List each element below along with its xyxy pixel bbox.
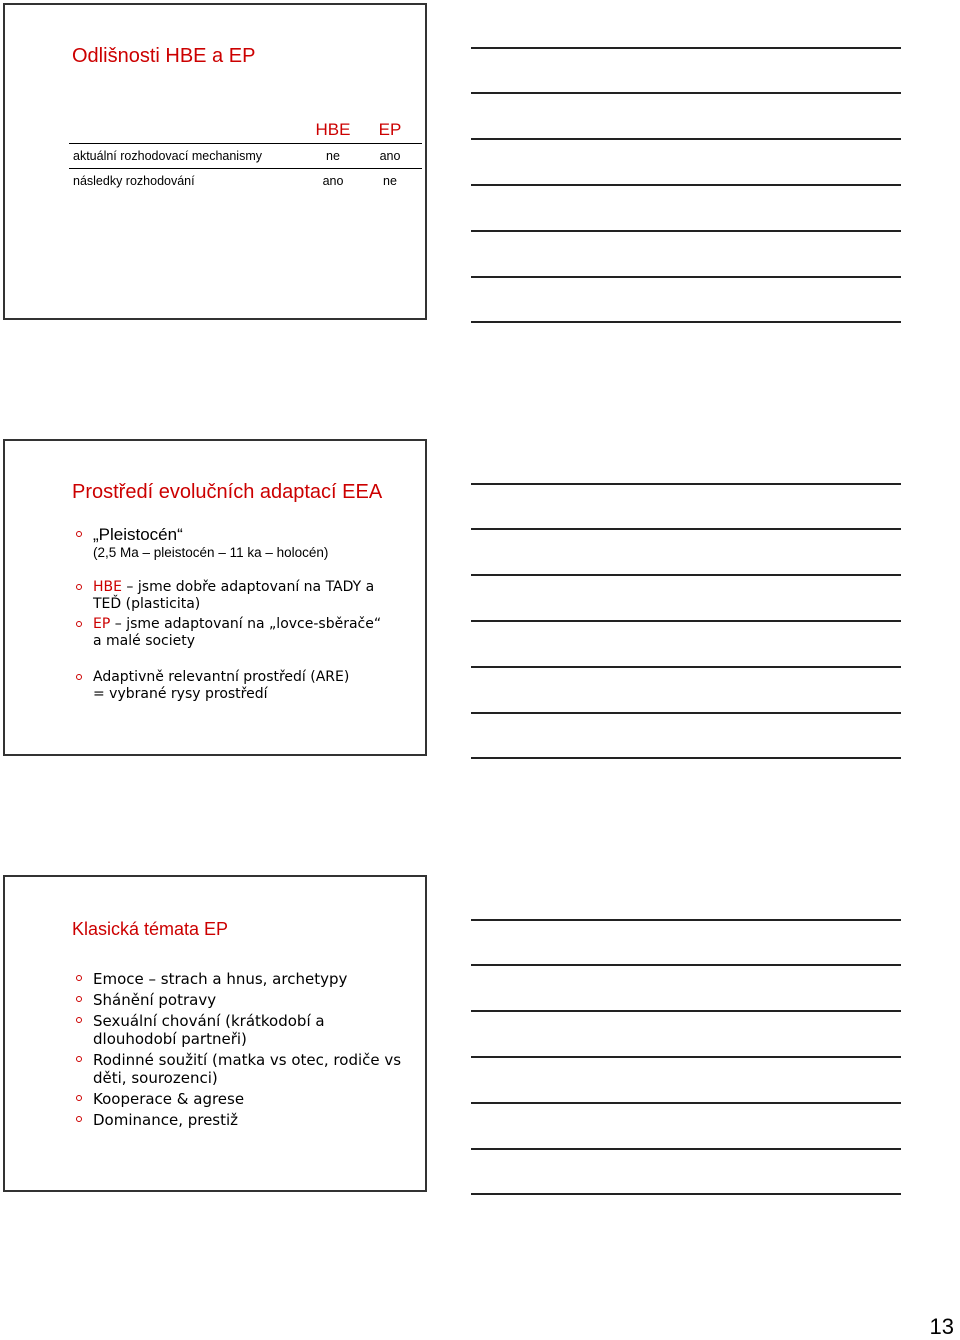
bullet-line-1: – jsme adaptovaní na „lovce-sběrače“ [110,616,382,632]
list-item [75,1012,420,1048]
notes-line [471,574,901,576]
bullet-tag-hbe: HBE [93,579,122,595]
list-item [75,991,420,1009]
table-cell-hbe: ne [308,144,358,169]
list-item [75,526,425,561]
bullet-circle-icon [76,1095,82,1101]
list-item [75,579,425,613]
list-item [75,1111,420,1129]
slide-2-title: Prostředí evolučních adaptací EEA [72,481,383,503]
list-item [75,1051,420,1087]
slide-3-bullet-list [75,970,420,1129]
bullet-line-1: „Pleistocén“ [93,525,183,544]
notes-line [471,138,901,140]
notes-line [471,1193,901,1195]
table-cell-hbe: ano [308,169,358,194]
notes-line [471,276,901,278]
bullet-circle-icon [76,584,82,590]
bullet-line-1: Rodinné soužití (matka vs otec, rodiče vs [93,1051,402,1069]
table-row [69,144,422,169]
slide-1-title: Odlišnosti HBE a EP [72,45,256,67]
notes-line [471,666,901,668]
page-number: 13 [929,1314,954,1339]
bullet-line-2: dlouhodobí partneři) [93,1030,247,1048]
bullet-line-2: = vybrané rysy prostředí [93,686,268,702]
notes-line [471,184,901,186]
notes-line [471,620,901,622]
table-cell-label: následky rozhodování [69,169,308,194]
bullet-line-2: děti, sourozenci) [93,1069,218,1087]
notes-line [471,321,901,323]
notes-line [471,528,901,530]
bullet-circle-icon [76,1116,82,1122]
bullet-line-2: a malé society [93,633,196,649]
table-header-ep: EP [378,120,402,139]
notes-line [471,230,901,232]
table-header-hbe: HBE [315,120,351,139]
table-cell-label: aktuální rozhodovací mechanismy [69,144,308,169]
bullet-line-1: Shánění potravy [93,991,217,1009]
table-cell-ep: ano [358,144,422,169]
bullet-tag-ep: EP [93,616,111,632]
bullet-line-1: Dominance, prestiž [93,1111,239,1129]
table-header-row [69,117,422,144]
comparison-table [69,117,422,193]
bullet-line-1: – jsme dobře adaptovaní na TADY a [121,579,375,595]
list-item [75,970,420,988]
notes-line [471,92,901,94]
notes-line [471,964,901,966]
bullet-line-1: Adaptivně relevantní prostředí (ARE) [93,669,350,685]
bullet-line-2: TEĎ (plasticita) [93,596,201,612]
list-item [75,616,425,650]
slide-3 [3,875,427,1192]
slide-3-title: Klasická témata EP [72,919,229,939]
slide-2 [3,439,427,756]
list-item [75,1090,420,1108]
bullet-circle-icon [76,674,82,680]
bullet-circle-icon [76,1017,82,1023]
bullet-circle-icon [76,531,82,537]
bullet-circle-icon [76,975,82,981]
table-header-blank [69,117,308,144]
bullet-line-1: Emoce – strach a hnus, archetypy [93,970,348,988]
notes-line [471,1102,901,1104]
table-cell-ep: ne [358,169,422,194]
bullet-circle-icon [76,1056,82,1062]
notes-line [471,712,901,714]
notes-line [471,919,901,921]
slide-2-bullet-list [75,526,425,703]
notes-line [471,1010,901,1012]
bullet-line-1: Kooperace & agrese [93,1090,245,1108]
notes-line [471,47,901,49]
list-item [75,669,425,703]
notes-line [471,1056,901,1058]
slide-1 [3,3,427,320]
notes-line [471,1148,901,1150]
bullet-line-2: (2,5 Ma – pleistocén – 11 ka – holocén) [93,545,329,560]
notes-line [471,483,901,485]
bullet-circle-icon [76,621,82,627]
notes-line [471,757,901,759]
bullet-circle-icon [76,996,82,1002]
table-row [69,169,422,194]
bullet-line-1: Sexuální chování (krátkodobí a [93,1012,325,1030]
